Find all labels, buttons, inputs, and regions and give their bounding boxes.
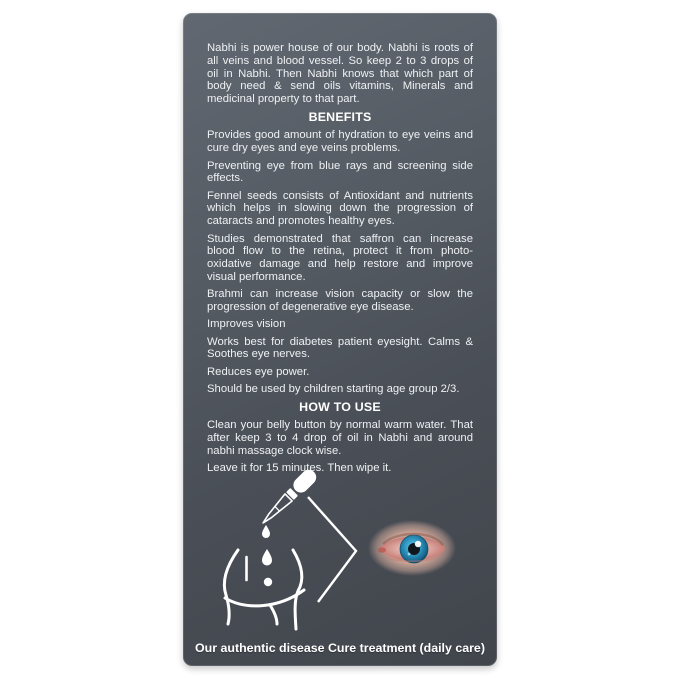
benefits-heading: BENEFITS: [308, 110, 372, 125]
benefit-paragraph: Improves vision: [207, 318, 286, 331]
eye-icon: [368, 520, 456, 576]
how-to-use-paragraph: Clean your belly button by normal warm water. That after keep 3 to 4 drop of oil in Nabhi and around nabhi massage clock wise.: [207, 419, 473, 457]
label-text-block: [183, 13, 497, 480]
benefit-paragraph: Studies demonstrated that saffron can increase blood flow to the retina, protect it from photo-oxidative damage and help restore and improve visual performance.: [207, 232, 473, 283]
benefit-paragraph: Works best for diabetes patient eyesight. Calms & Soothes eye nerves.: [207, 335, 473, 361]
oil-drops-icon: [262, 525, 272, 586]
intro-paragraph: Nabhi is power house of our body. Nabhi is roots of all veins and blood vessel. So keep 2 to 3 drops of oil in Nabhi. Then Nabhi knows that which part of body need & send oils vitamins, Minerals and medicinal property to that part.: [207, 42, 473, 106]
footer-tagline: Our authentic disease Cure treatment (daily care): [195, 641, 485, 655]
chevron-right-icon: [308, 497, 356, 602]
product-label-panel: [183, 13, 497, 666]
benefit-paragraph: Provides good amount of hydration to eye veins and cure dry eyes and eye veins problems.: [207, 129, 473, 155]
how-to-use-paragraph: Leave it for 15 minutes. Then wipe it.: [207, 462, 392, 475]
usage-illustration: [183, 468, 497, 638]
benefit-paragraph: Reduces eye power.: [207, 365, 310, 378]
how-to-use-heading: HOW TO USE: [299, 400, 381, 415]
benefit-paragraph: Should be used by children starting age group 2/3.: [207, 383, 460, 396]
benefit-paragraph: Brahmi can increase vision capacity or slow the progression of degenerative eye disease.: [207, 288, 473, 314]
benefit-paragraph: Preventing eye from blue rays and screening side effects.: [207, 159, 473, 185]
benefit-paragraph: Fennel seeds consists of Antioxidant and nutrients which helps in slowing down the progression of cataracts and promotes healthy eyes.: [207, 189, 473, 228]
